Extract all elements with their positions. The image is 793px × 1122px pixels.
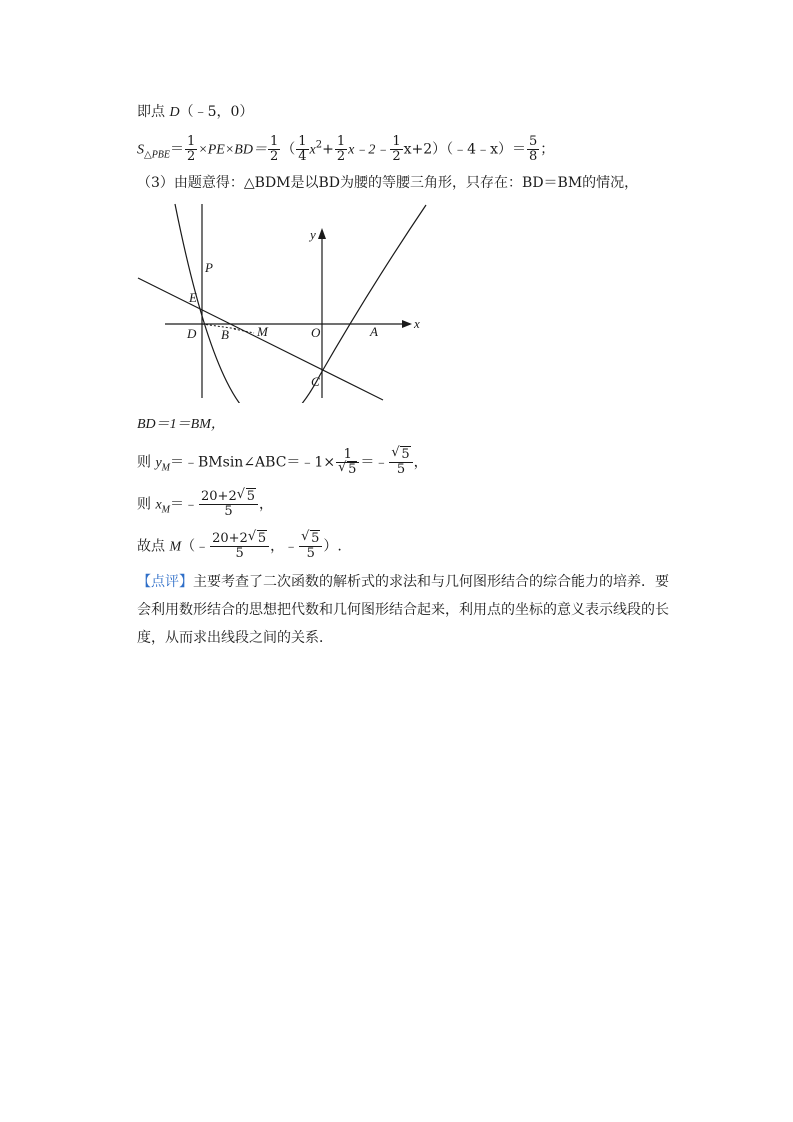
comma: ，﹣: [270, 538, 299, 555]
y-axis-arrow: [318, 228, 326, 239]
sub: M: [161, 504, 171, 516]
line-y-m: [137, 445, 428, 478]
label-d: D: [187, 326, 197, 341]
sqrt: √ 5: [301, 529, 320, 546]
open: （: [281, 141, 296, 158]
fraction: [527, 135, 539, 164]
label-x: x: [414, 316, 420, 331]
label-b: B: [221, 327, 229, 342]
den: 2: [269, 149, 279, 164]
s-label: S: [137, 142, 144, 158]
fraction: [185, 135, 197, 164]
sqrt: √ 5: [338, 460, 357, 477]
num: 1: [336, 134, 346, 149]
num: [389, 445, 412, 462]
body: 5: [311, 531, 320, 546]
fraction: [268, 135, 280, 164]
x-axis-arrow: [402, 320, 412, 328]
num: 1: [343, 447, 352, 462]
fraction: [296, 135, 308, 164]
den: 5: [299, 546, 322, 561]
sub: M: [161, 462, 171, 474]
label-c: C: [311, 374, 320, 389]
sqrt: √ 5: [236, 487, 256, 504]
num: 1: [392, 134, 401, 149]
fraction: [390, 135, 402, 164]
eq: ＝﹣: [360, 454, 389, 471]
var: x: [155, 497, 162, 513]
point-label: D: [169, 105, 180, 120]
label-o: O: [311, 325, 321, 340]
exp: 2: [315, 139, 323, 151]
mid: ＝﹣: [170, 496, 199, 513]
mid: x﹣2﹣: [348, 142, 390, 158]
den: [336, 462, 359, 477]
den: 2: [336, 149, 346, 164]
body: 5: [401, 447, 410, 462]
fraction: [336, 448, 359, 477]
body: 5: [348, 462, 357, 477]
open: （﹣: [181, 538, 210, 555]
fraction: [210, 529, 269, 561]
end: ，: [259, 496, 274, 513]
num: [199, 487, 258, 504]
parabola-curve: [175, 204, 426, 403]
end: ）.: [323, 538, 342, 555]
mid: ＝﹣BMsin∠ABC＝﹣1×: [170, 454, 336, 471]
label-y: y: [310, 227, 316, 242]
line-bd-bm: [137, 416, 225, 434]
num: [210, 529, 269, 546]
line-area-formula: [137, 135, 554, 165]
sqrt: √ 5: [391, 445, 410, 462]
line-condition: [137, 174, 638, 192]
end: ，: [413, 454, 428, 471]
label-p: P: [205, 260, 213, 275]
var: M: [169, 539, 182, 555]
comment-paragraph: [137, 568, 677, 652]
num-pre: 20+2: [212, 531, 248, 546]
fraction: [335, 135, 347, 164]
comment-tag: 【点评】: [137, 574, 193, 590]
label-a: A: [370, 324, 378, 339]
num: 5: [528, 134, 538, 149]
parabola-figure: [130, 198, 430, 403]
eq: ＝: [170, 141, 185, 158]
line-point-m: [137, 529, 342, 561]
prefix: 故点: [137, 538, 170, 555]
label-m: M: [257, 324, 268, 339]
den: 5: [389, 462, 412, 477]
den: 2: [187, 149, 196, 164]
den: 4: [298, 149, 307, 164]
s-sub: △PBE: [144, 149, 171, 161]
sqrt: √ 5: [247, 529, 267, 546]
body: 5: [246, 489, 256, 504]
close: x+2）（﹣4﹣x）＝: [403, 141, 526, 158]
num: 1: [269, 134, 279, 149]
comment-text: 主要考查了二次函数的解析式的求法和与几何图形结合的综合能力的培养．要会利用数形结合的思想把代数和几何图形结合起来，利用点的坐标的意义表示线段的长度，从而求出线段之间的关系．: [137, 574, 669, 646]
num: 1: [187, 134, 196, 149]
x: x: [309, 142, 316, 158]
num-pre: 20+2: [201, 489, 237, 504]
condition-text: （3）由题意得：△BDM是以BD为腰的等腰三角形，只存在：BD＝BM的情况，: [137, 175, 639, 191]
prefix: 则: [137, 454, 156, 471]
body: 5: [257, 531, 267, 546]
den: 5: [199, 504, 258, 519]
line-point-d: [137, 103, 253, 122]
plus: +: [322, 141, 334, 158]
bd-bm-text: BD＝1＝BM，: [137, 417, 225, 432]
fraction: [199, 487, 258, 519]
var: y: [155, 455, 162, 471]
line-ebc: [138, 278, 383, 400]
semicolon: ；: [540, 141, 555, 158]
den: 2: [392, 149, 401, 164]
label-e: E: [189, 290, 197, 305]
den: 8: [528, 149, 538, 164]
fraction: [389, 445, 412, 477]
fraction: [299, 529, 322, 561]
num: [299, 529, 322, 546]
coords: （﹣5，0）: [179, 104, 254, 120]
text: 即点: [137, 104, 170, 120]
den: 5: [210, 546, 269, 561]
line-x-m: [137, 487, 274, 520]
num: 1: [298, 134, 307, 149]
pe-bd: ×PE×BD＝: [198, 142, 267, 158]
prefix: 则: [137, 496, 156, 513]
